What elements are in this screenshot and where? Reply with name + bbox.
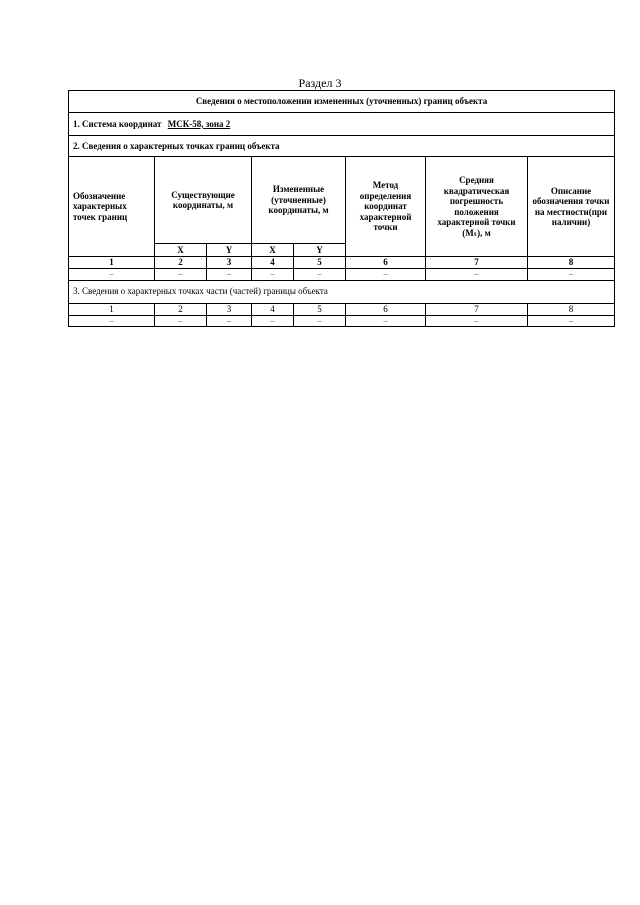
column-number: 2	[155, 303, 207, 315]
column-number: 7	[426, 257, 528, 269]
column-number: 5	[294, 303, 346, 315]
table-row	[69, 269, 615, 281]
table-cell: –	[207, 269, 252, 281]
column-number: 1	[69, 257, 155, 269]
table-cell: –	[426, 315, 528, 327]
col-header-changed-coords: Измененные (уточненные) координаты, м	[252, 157, 346, 244]
column-number: 6	[346, 257, 426, 269]
column-number: 4	[252, 303, 294, 315]
table-cell: –	[69, 269, 155, 281]
column-number: 3	[207, 257, 252, 269]
column-number: 8	[528, 303, 615, 315]
table-cell: –	[426, 269, 528, 281]
table-cell: –	[252, 315, 294, 327]
table-cell: –	[294, 315, 346, 327]
col-header-point-designation: Обозначение характерных точек границ	[69, 157, 155, 257]
table-cell: –	[207, 315, 252, 327]
table-cell: –	[346, 269, 426, 281]
table-title: Сведения о местоположении измененных (уточненных) границ объекта	[69, 91, 615, 113]
table-row	[69, 315, 615, 327]
axis-y-changed: Y	[294, 244, 346, 257]
column-number: 6	[346, 303, 426, 315]
table-cell: –	[155, 269, 207, 281]
column-number: 2	[155, 257, 207, 269]
column-number: 8	[528, 257, 615, 269]
table-cell: –	[346, 315, 426, 327]
table-cell: –	[528, 269, 615, 281]
axis-x-changed: X	[252, 244, 294, 257]
coord-system-value: МСК-58, зона 2	[167, 118, 231, 129]
table-cell: –	[155, 315, 207, 327]
col-header-description: Описание обозначения точки на местности(при наличии)	[528, 157, 615, 257]
col-header-method: Метод определения координат характерной точки	[346, 157, 426, 257]
axis-x-existing: X	[155, 244, 207, 257]
column-number: 1	[69, 303, 155, 315]
col-header-error: Средняя квадратическая погрешность положения характерной точки (Mₜ), м	[426, 157, 528, 257]
axis-y-existing: Y	[207, 244, 252, 257]
table-cell: –	[294, 269, 346, 281]
boundary-table	[68, 90, 615, 327]
coord-system-label: 1. Система координат	[73, 118, 162, 129]
column-number: 7	[426, 303, 528, 315]
coord-system-row	[69, 113, 615, 136]
column-number-row	[69, 257, 615, 269]
section-heading: Раздел 3	[298, 76, 342, 90]
table-cell: –	[252, 269, 294, 281]
section3-number-row	[69, 303, 615, 315]
section2-title: 2. Сведения о характерных точках границ объекта	[69, 136, 615, 157]
column-number: 3	[207, 303, 252, 315]
column-number: 5	[294, 257, 346, 269]
col-header-existing-coords: Существующие координаты, м	[155, 157, 252, 244]
table-cell: –	[528, 315, 615, 327]
column-number: 4	[252, 257, 294, 269]
section3-title: 3. Сведения о характерных точках части (частей) границы объекта	[69, 280, 615, 303]
table-cell: –	[69, 315, 155, 327]
